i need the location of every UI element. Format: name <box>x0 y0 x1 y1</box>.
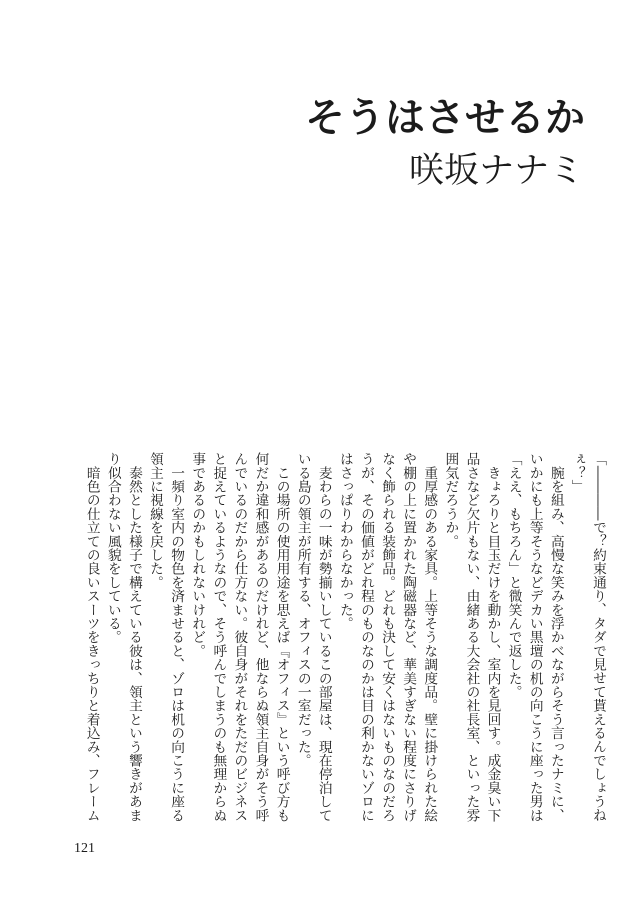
body-text-line: うが、その価値がどれ程のものなのかは目の利かないゾロに <box>357 452 374 822</box>
body-text-line: 「ええ、もちろん」と微笑んで返した。 <box>505 452 522 699</box>
body-text-line: はさっぱりわからなかった。 <box>336 452 353 631</box>
body-text-line: んでいるのだから仕方ない。彼自身がそれをただのビジネス <box>231 452 248 822</box>
body-text-line: きょろりと目玉だけを動かし、室内を見回す。成金臭い下 <box>484 452 501 822</box>
body-text-line: なく飾られる装飾品。どれも決して安くはないものなのだろ <box>379 452 396 822</box>
body-text-line: 一頻り室内の物色を済ませると、ゾロは机の向こうに座る <box>168 452 185 822</box>
story-title: そうはさせるか <box>305 95 585 140</box>
body-text-line: この場所の使用用途を思えば『オフィス』という呼び方も <box>273 452 290 822</box>
page-number: 121 <box>74 841 95 856</box>
body-text-line: 重厚感のある家具。上等そうな調度品。壁に掛けられた絵 <box>421 452 438 822</box>
body-text-line: り似合わない風貌をしている。 <box>104 452 121 644</box>
body-text-line: と捉えているようなので、そう呼んでしまうのも無理からぬ <box>210 452 227 822</box>
body-text-line: 腕を組み、高慢な笑みを浮かべながらそう言ったナミに、 <box>547 452 564 822</box>
body-text <box>81 452 608 824</box>
body-text-line: いる島の領主が所有する、オフィスの一室だった。 <box>294 452 311 768</box>
body-text-line: 麦わらの一味が勢揃いしているこの部屋は、現在停泊して <box>315 452 332 822</box>
body-text-line: 領主に視線を戻した。 <box>147 452 164 589</box>
body-text-line: いかにも上等そうなどデカい黒壇の机の向こうに座った男は <box>526 452 543 822</box>
body-text-line: 暗色の仕立ての良いスーツをきっちりと着込み、フレーム <box>83 452 100 822</box>
body-text-line: 事であるのかもしれないけれど。 <box>189 452 206 658</box>
body-text-line: 品さなど欠片もない、由緒ある大会社の社長室、といった雰 <box>463 452 480 822</box>
author-name: 咲坂ナナミ <box>408 151 584 190</box>
body-text-line: や棚の上に置かれた陶磁器など、華美すぎない程度にさりげ <box>400 452 417 822</box>
body-text-line: 囲気だろうか。 <box>442 452 459 548</box>
body-text-line: 何だか違和感があるのだけれど、他ならぬ領主自身がそう呼 <box>252 452 269 822</box>
body-text-line: ぇ？」 <box>568 452 585 494</box>
body-text-line: 「――――で？約束通り、タダで見せて貰えるんでしょうね <box>590 452 606 822</box>
body-text-line: 泰然とした様子で構えている彼は、領主という響きがあま <box>125 452 142 822</box>
